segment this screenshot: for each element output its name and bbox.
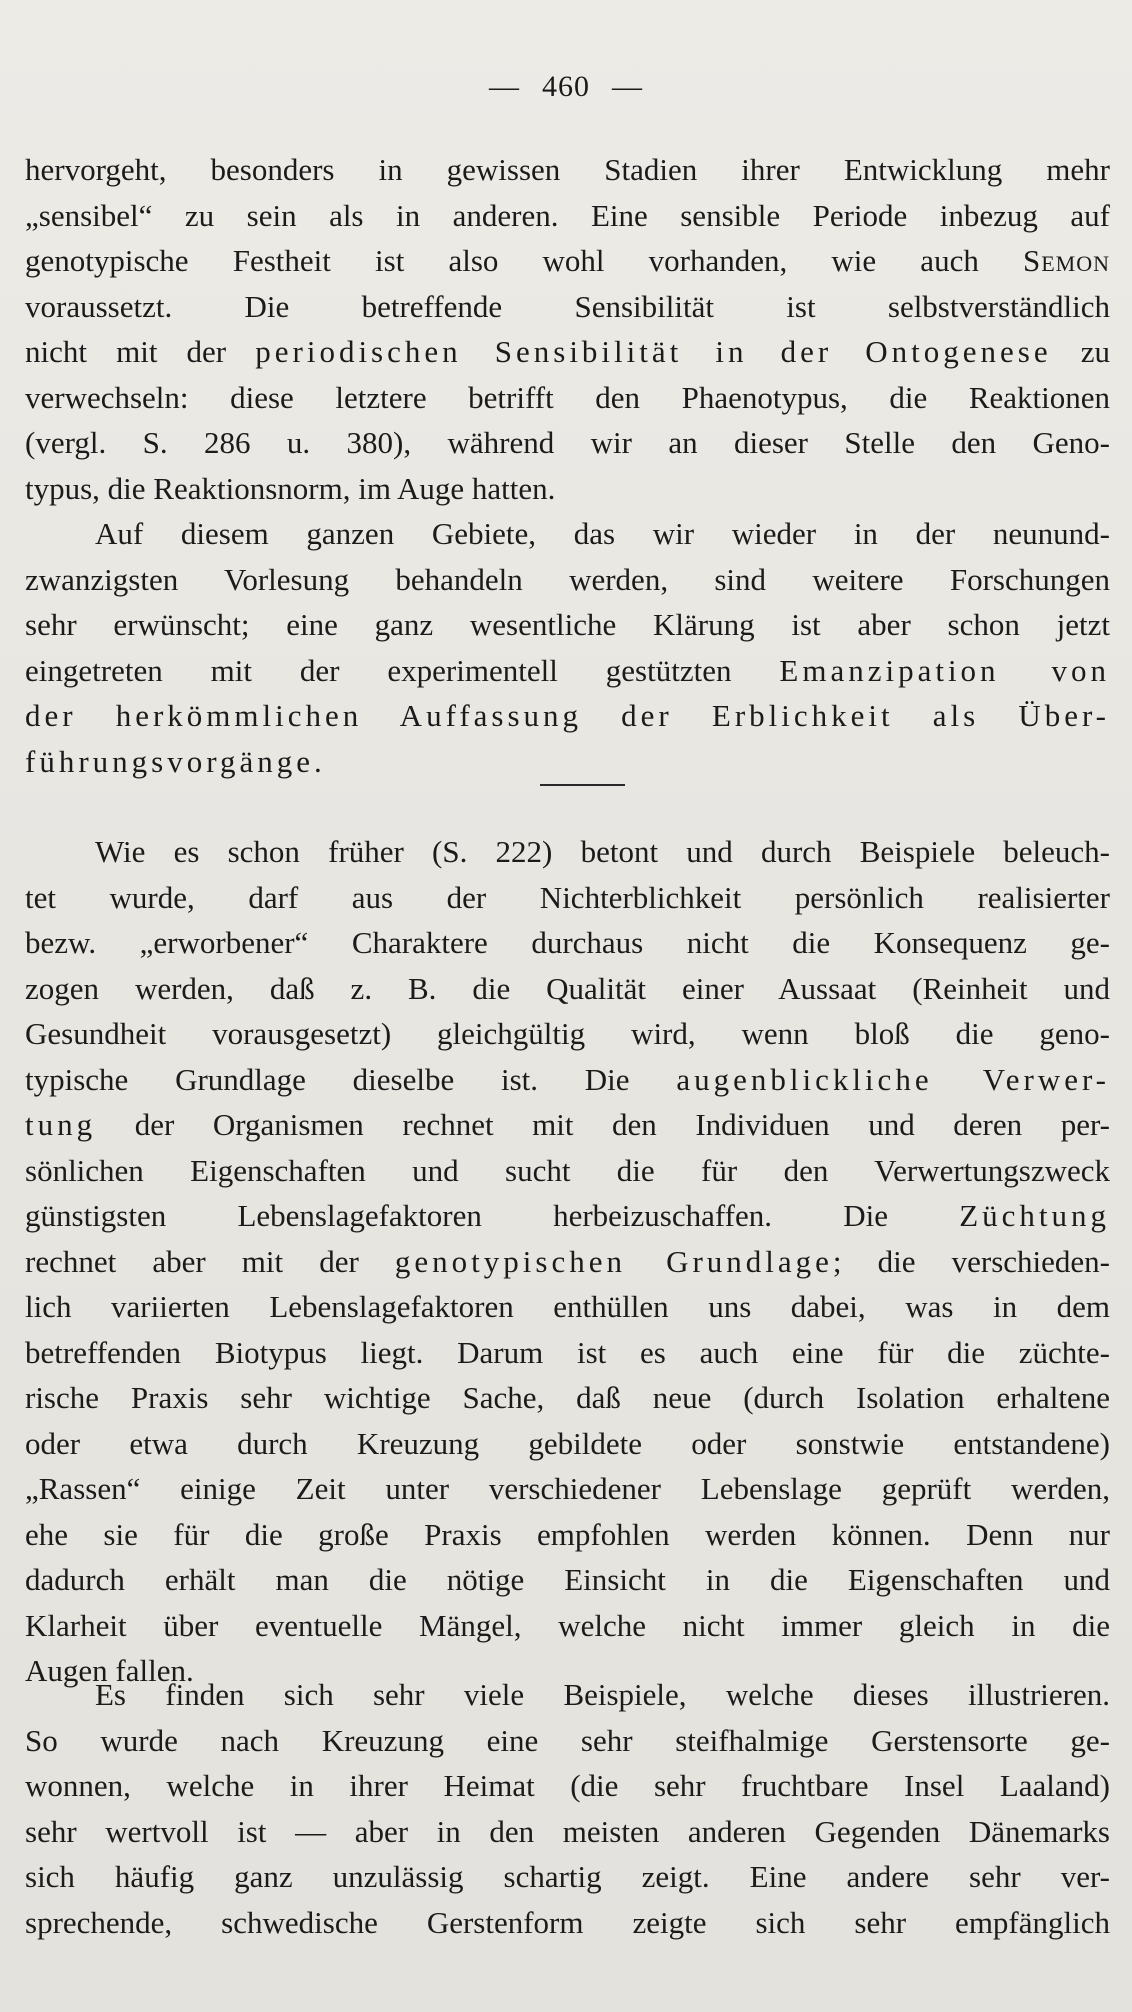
emphasized-term: tung [25, 1107, 97, 1142]
text-line: typus, die Reaktionsnorm, im Auge hatten. [25, 470, 556, 506]
text-line: Auf diesem ganzen Gebiete, das wir wieder in der neunund- [95, 516, 1110, 551]
text-line: hervorgeht, besonders in gewissen Stadien ihrer Entwicklung mehr [25, 152, 1110, 187]
text-line: rische Praxis sehr wichtige Sache, daß neue (durch Isolation erhaltene [25, 1380, 1110, 1415]
text-line: „sensibel“ zu sein als in anderen. Eine sensible Periode inbezug auf [25, 197, 1110, 233]
text-line [25, 238, 1110, 284]
text-line: Klarheit über eventuelle Mängel, welche nicht immer gleich in die [25, 1607, 1110, 1643]
text-line: der herkömmlichen Auffassung der Erblichkeit als Über- [25, 698, 1110, 733]
text-run: ; die verschieden- [832, 1243, 1110, 1279]
text-line [25, 1102, 1110, 1148]
text-line: So wurde nach Kreuzung eine sehr steifhalmige Gerstensorte ge- [25, 1722, 1110, 1758]
page-number: 460 [542, 70, 590, 103]
text-run: günstigsten Lebenslagefaktoren herbeizuschaffen. Die [25, 1198, 960, 1233]
text-run: rechnet aber mit der [25, 1243, 395, 1279]
page-number-header [0, 70, 1132, 104]
text-line: sehr erwünscht; eine ganz wesentliche Klärung ist aber schon jetzt [25, 607, 1110, 642]
text-line: wonnen, welche in ihrer Heimat (die sehr fruchtbare Insel Laaland) [25, 1768, 1110, 1803]
page-number-dash-left: — [489, 70, 520, 103]
text-line: dadurch erhält man die nötige Einsicht in die Eigenschaften und [25, 1562, 1110, 1597]
text-line: Gesundheit vorausgesetzt) gleichgültig wird, wenn bloß die geno- [25, 1016, 1110, 1051]
text-run: der Organismen rechnet mit den Individuen und deren per- [96, 1107, 1110, 1142]
text-line: voraussetzt. Die betreffende Sensibilität ist selbstverständlich [25, 288, 1110, 324]
text-line: sönlichen Eigenschaften und sucht die für den Verwertungszweck [25, 1152, 1110, 1188]
text-run: zu [1051, 334, 1110, 369]
text-line: führungsvorgänge. [25, 743, 326, 779]
text-line: zwanzigsten Vorlesung behandeln werden, sind weitere Forschungen [25, 561, 1110, 597]
text-line [25, 648, 1110, 694]
text-line: Augen fallen. [25, 1653, 194, 1688]
emphasized-term: periodischen Sensibilität in der Ontogenese [255, 334, 1052, 369]
text-line: zogen werden, daß z. B. die Qualität einer Aussaat (Reinheit und [25, 970, 1110, 1006]
emphasized-term: Emanzipation von [779, 652, 1110, 688]
text-line: sich häufig ganz unzulässig schartig zeigt. Eine andere sehr ver- [25, 1859, 1110, 1894]
text-line: sehr wertvoll ist — aber in den meisten anderen Gegenden Dänemarks [25, 1813, 1110, 1849]
paragraph-continuation [25, 147, 1110, 511]
emphasized-term: genotypischen Grundlage [394, 1243, 833, 1279]
text-line [25, 1239, 1110, 1285]
text-line [25, 1057, 1110, 1103]
text-line: (vergl. S. 286 u. 380), während wir an dieser Stelle den Geno- [25, 425, 1110, 460]
text-run: nicht mit der [25, 334, 256, 369]
text-line: oder etwa durch Kreuzung gebildete oder sonstwie entstandene) [25, 1425, 1110, 1461]
page-number-dash-right: — [612, 70, 643, 103]
text-line: „Rassen“ einige Zeit unter verschiedener Lebenslage geprüft werden, [25, 1471, 1110, 1506]
text-run: genotypische Festheit ist also wohl vorhanden, wie auch [25, 243, 1023, 278]
paragraph-3 [25, 829, 1110, 1694]
text-line: Es finden sich sehr viele Beispiele, welche dieses illustrieren. [95, 1677, 1110, 1712]
text-line: ehe sie für die große Praxis empfohlen werden können. Denn nur [25, 1516, 1110, 1552]
text-line: Wie es schon früher (S. 222) betont und durch Beispiele beleuch- [95, 834, 1110, 869]
text-line: tet wurde, darf aus der Nichterblichkeit persönlich realisierter [25, 879, 1110, 915]
paragraph-4 [25, 1672, 1110, 1945]
emphasized-term: augenblickliche Verwer- [676, 1061, 1110, 1097]
text-line: verwechseln: diese letztere betrifft den Phaenotypus, die Reaktionen [25, 379, 1110, 415]
text-line [25, 1193, 1110, 1239]
paragraph-2 [25, 511, 1110, 784]
text-line: bezw. „erworbener“ Charaktere durchaus nicht die Konsequenz ge- [25, 925, 1110, 960]
text-run: typische Grundlage dieselbe ist. Die [25, 1061, 677, 1097]
text-line [25, 329, 1110, 375]
text-line: lich variierten Lebenslagefaktoren enthüllen uns dabei, was in dem [25, 1289, 1110, 1324]
text-run: eingetreten mit der experimentell gestützten [25, 652, 780, 688]
text-line: sprechende, schwedische Gerstenform zeigte sich sehr empfänglich [25, 1904, 1110, 1940]
author-name-semon: Semon [1022, 243, 1110, 278]
text-line: betreffenden Biotypus liegt. Darum ist es auch eine für die züchte- [25, 1334, 1110, 1370]
emphasized-term: Züchtung [959, 1198, 1110, 1233]
section-divider [540, 784, 625, 786]
